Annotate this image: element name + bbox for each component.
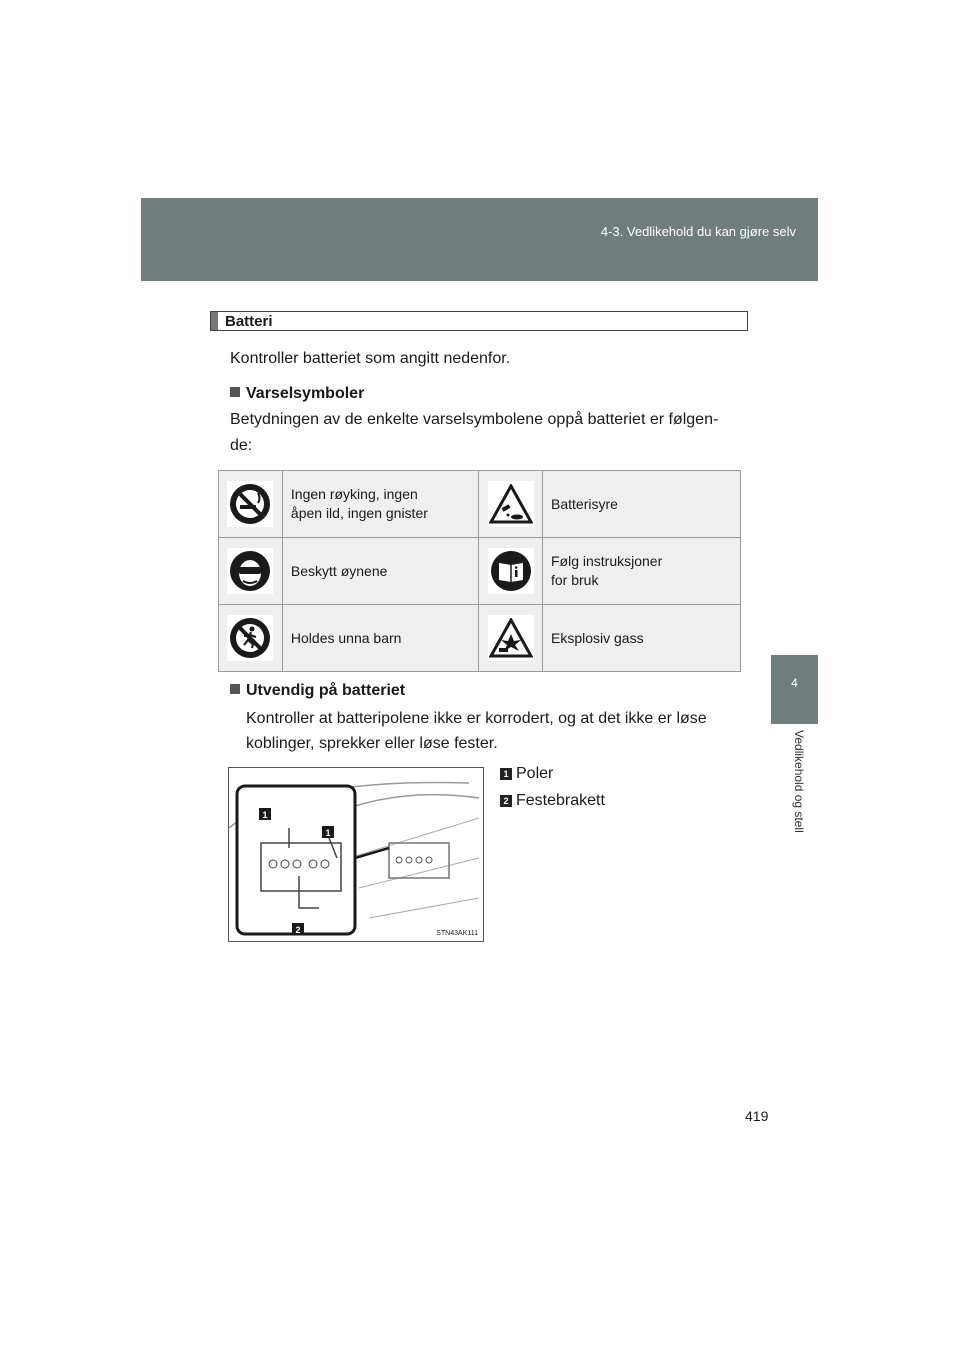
legend-item-bracket (500, 792, 605, 810)
sign-label-eye-protection: Beskytt øynene (282, 538, 478, 605)
legend-item-poles (500, 765, 553, 783)
header-band (141, 198, 818, 281)
table-row (219, 471, 741, 538)
warning-heading (230, 381, 364, 407)
sign-label-read-instructions: Følg instruksjoner for bruk (543, 538, 741, 605)
sign-label-explosive-gas: Eksplosiv gass (543, 605, 741, 672)
explosive-gas-icon (488, 615, 534, 661)
bullet-square-icon (230, 387, 240, 397)
exterior-line-1: Kontroller at batteripolene ikke er korrodert, og at det ikke er løse (246, 710, 707, 727)
sign-label-battery-acid: Batterisyre (543, 471, 741, 538)
svg-text:2: 2 (295, 925, 301, 935)
keep-away-children-icon (227, 615, 273, 661)
bullet-square-icon (230, 684, 240, 694)
exterior-heading (230, 678, 405, 704)
battery-illustration (228, 767, 484, 942)
chapter-tab-label: Vedlikehold og stell (792, 730, 806, 833)
sign-label-keep-away-children: Holdes unna barn (282, 605, 478, 672)
section-title: Batteri (225, 313, 273, 330)
intro-text: Kontroller batteriet som angitt nedenfor. (230, 350, 511, 367)
section-header (210, 311, 748, 331)
eye-protection-icon (227, 548, 273, 594)
table-row (219, 605, 741, 672)
warning-symbols-table (218, 470, 741, 672)
number-badge: 2 (500, 795, 512, 807)
page-number: 419 (745, 1108, 769, 1124)
exterior-heading-text: Utvendig på batteriet (246, 682, 406, 699)
warning-heading-text: Varselsymboler (246, 385, 365, 402)
number-badge: 1 (500, 768, 512, 780)
sign-label-no-smoking: Ingen røyking, ingen åpen ild, ingen gnister (282, 471, 478, 538)
chapter-tab-number[interactable]: 4 (771, 655, 818, 724)
table-row (219, 538, 741, 605)
svg-text:1: 1 (325, 828, 331, 838)
warning-description-2: de: (230, 437, 253, 454)
read-instructions-icon (488, 548, 534, 594)
battery-acid-icon (488, 481, 534, 527)
figure-code: STN43AK111 (436, 930, 478, 937)
svg-text:1: 1 (262, 810, 268, 820)
legend-label: Poler (516, 765, 554, 782)
legend-label: Festebrakett (516, 792, 605, 809)
no-smoking-icon (227, 481, 273, 527)
chapter-title: 4-3. Vedlikehold du kan gjøre selv (600, 224, 796, 239)
warning-description-1: Betydningen av de enkelte varselsymbolene oppå batteriet er følgen- (230, 411, 719, 428)
section-header-bar (211, 312, 218, 330)
exterior-line-2: koblinger, sprekker eller løse fester. (246, 735, 498, 752)
